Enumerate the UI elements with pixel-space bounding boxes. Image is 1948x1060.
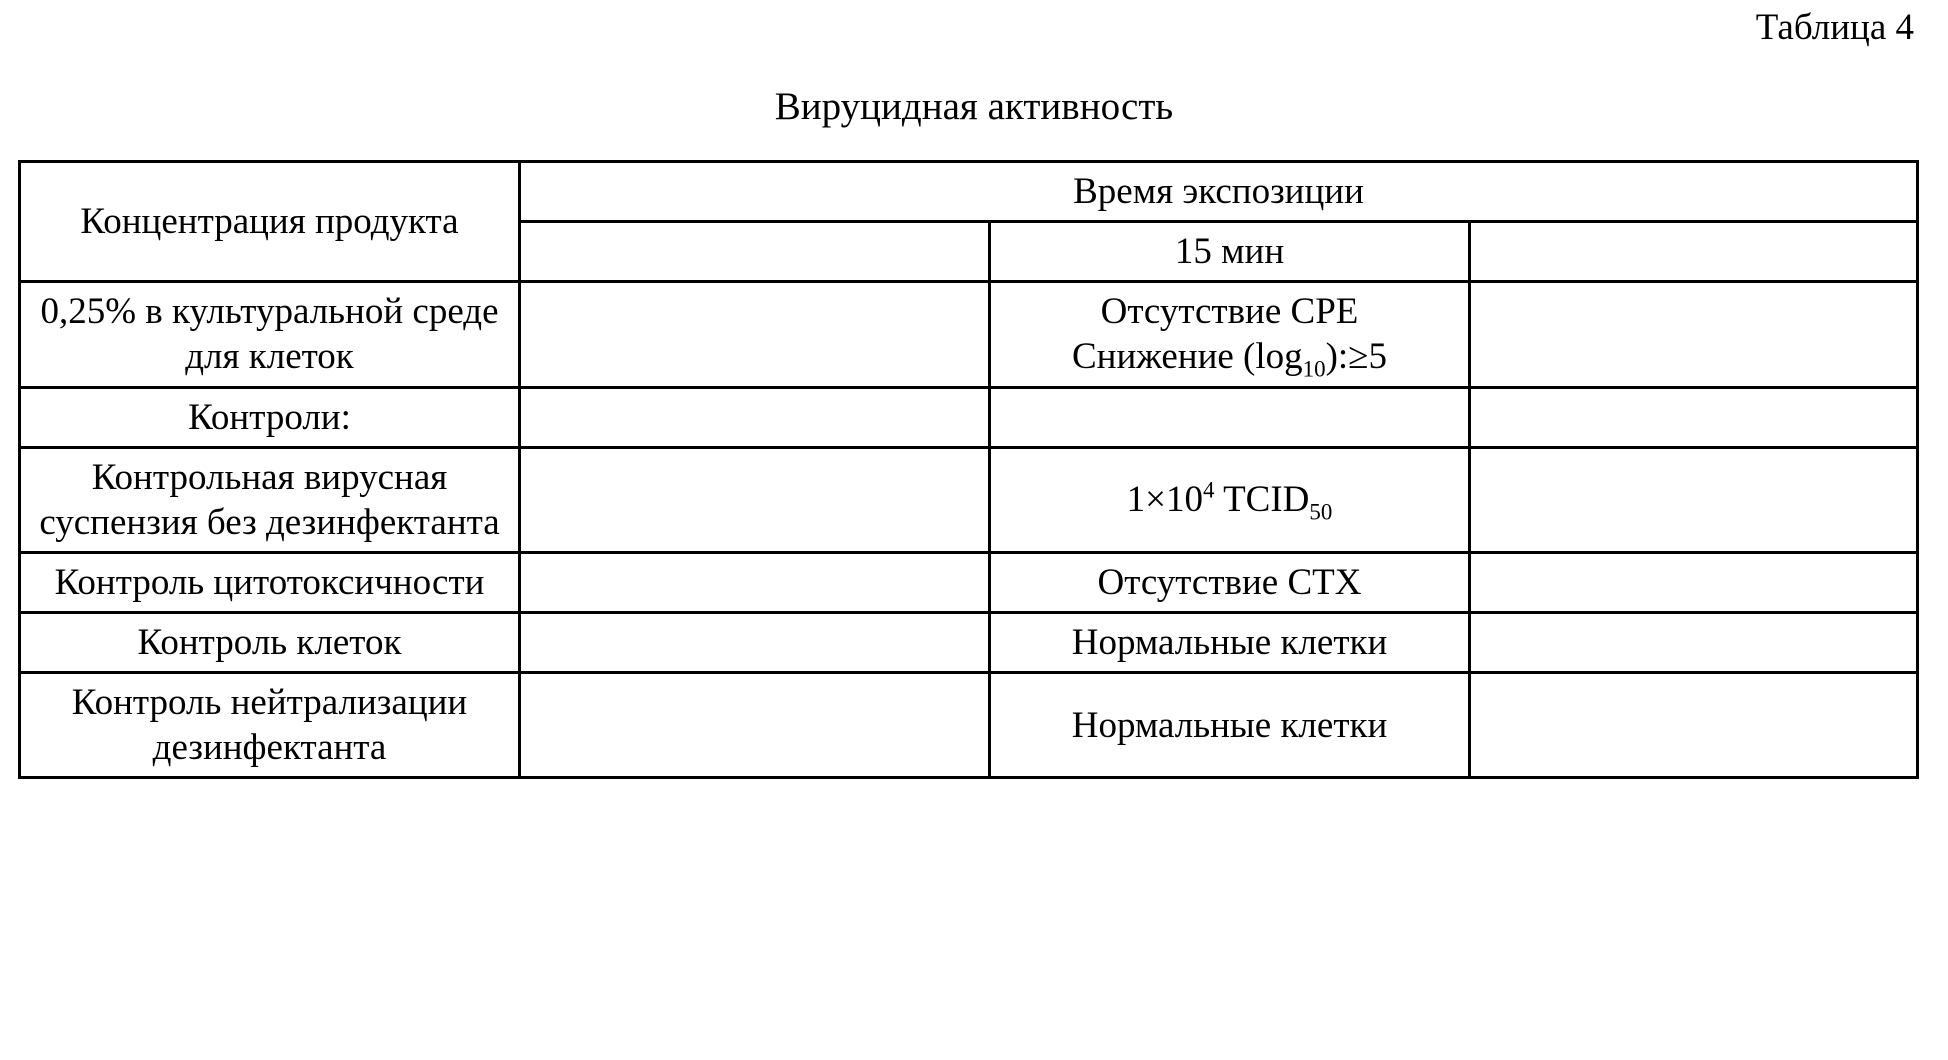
row-cell-right [1470, 673, 1918, 778]
row-cell-left [520, 552, 990, 612]
row-cell-left [520, 613, 990, 673]
subheader-cell-left [520, 222, 990, 282]
result-line-reduction [999, 334, 1460, 382]
result-line-cpe: Отсутствие СРЕ [1100, 291, 1359, 333]
row-cell-result [990, 387, 1470, 447]
virucidal-activity-table [18, 160, 1919, 779]
table-label: Таблица 4 [1755, 7, 1914, 48]
row-cell-left [520, 673, 990, 778]
tcid-prefix: 1×10 [1126, 479, 1204, 521]
header-cell-exposure-time: Время экспозиции [520, 162, 1918, 222]
reduction-subscript: 10 [1302, 356, 1326, 382]
table-row [20, 387, 1918, 447]
row-cell-right [1470, 552, 1918, 612]
row-cell-right [1470, 282, 1918, 387]
table-row [20, 673, 1918, 778]
tcid-exponent: 4 [1203, 477, 1215, 503]
row-cell-result [990, 447, 1470, 552]
subheader-cell-right [1470, 222, 1918, 282]
reduction-suffix: ):≥5 [1325, 336, 1387, 378]
tcid-subscript: 50 [1309, 499, 1333, 525]
row-cell-result: Отсутствие СТХ [990, 552, 1470, 612]
row-cell-right [1470, 613, 1918, 673]
table-row [20, 552, 1918, 612]
reduction-prefix: Снижение (log [1071, 336, 1303, 378]
row-cell-left [520, 447, 990, 552]
row-cell-result: Нормальные клетки [990, 613, 1470, 673]
table-row [20, 613, 1918, 673]
row-cell-right [1470, 387, 1918, 447]
row-label-cytotoxicity-control: Контроль цитотоксичности [20, 552, 520, 612]
row-label-controls: Контроли: [20, 387, 520, 447]
page-title: Вируцидная активность [774, 85, 1174, 128]
table-row [20, 447, 1918, 552]
row-label-concentration-025: 0,25% в культуральной среде для клеток [20, 282, 520, 387]
tcid-label: TCID [1214, 479, 1310, 521]
row-cell-right [1470, 447, 1918, 552]
subheader-cell-15min: 15 мин [990, 222, 1470, 282]
row-label-neutralization-control: Контроль нейтрализации дезинфектанта [20, 673, 520, 778]
table-row [20, 282, 1918, 387]
row-cell-result [990, 282, 1470, 387]
row-cell-left [520, 387, 990, 447]
table-header-row [20, 162, 1918, 222]
row-cell-result: Нормальные клетки [990, 673, 1470, 778]
header-cell-concentration: Концентрация продукта [20, 162, 520, 282]
row-cell-left [520, 282, 990, 387]
row-label-virus-suspension-control: Контрольная вирусная суспензия без дезинфектанта [20, 447, 520, 552]
row-label-cell-control: Контроль клеток [20, 613, 520, 673]
